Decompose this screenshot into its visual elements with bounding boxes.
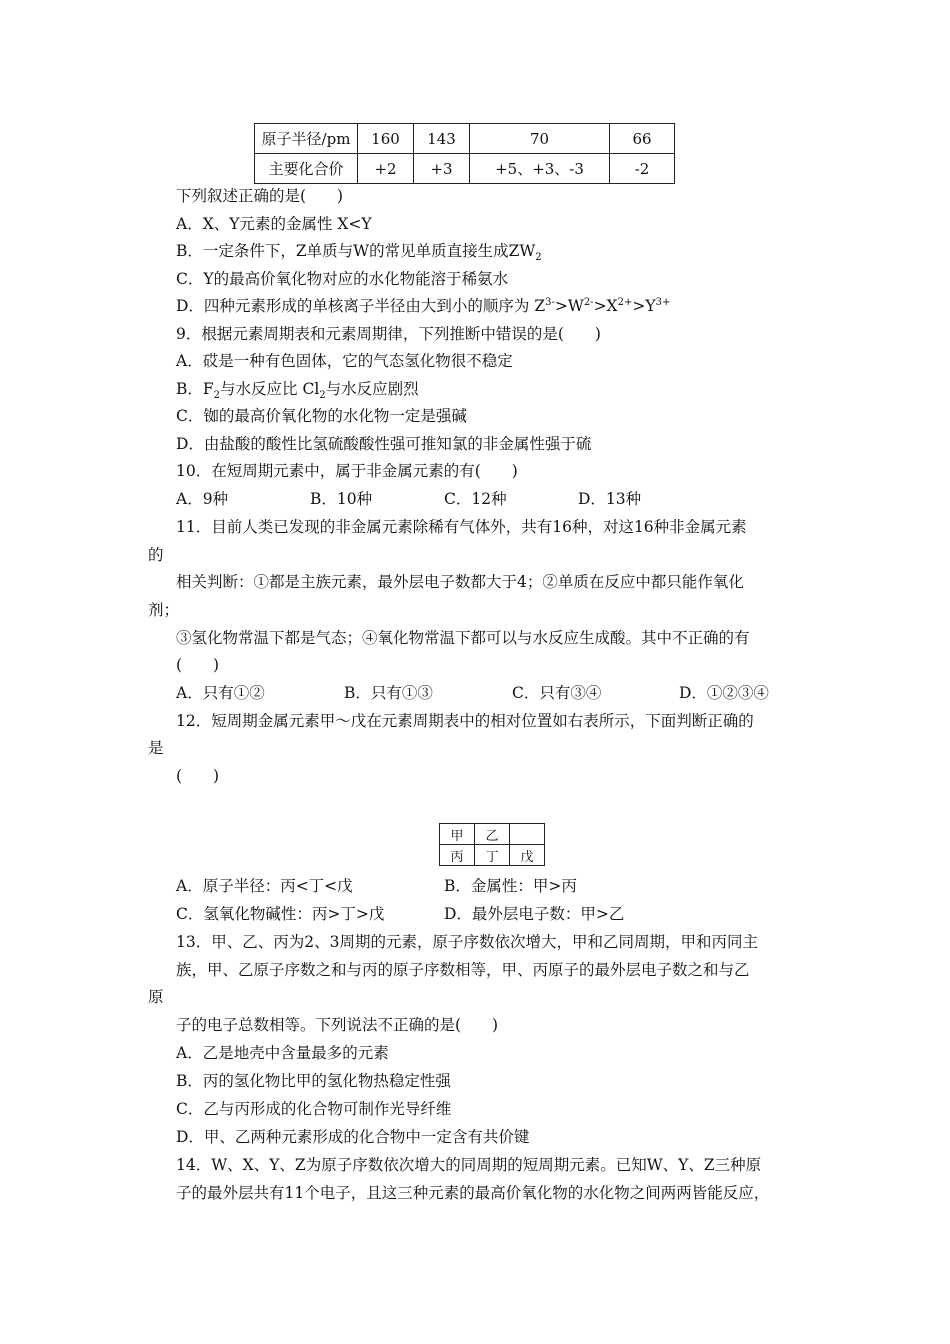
table-cell: 丙 — [440, 845, 475, 866]
q13-line-3: 原 — [148, 988, 164, 1006]
superscript: 3- — [545, 296, 555, 308]
table-row — [255, 154, 675, 184]
q8-stem: 下列叙述正确的是( ) — [176, 187, 344, 205]
table-cell: 70 — [470, 124, 610, 154]
q13-option-c: C．乙与丙形成的化合物可制作光导纤维 — [176, 1100, 452, 1118]
q13-line-2: 族，甲、乙原子序数之和与丙的原子序数相等，甲、丙原子的最外层电子数之和与乙 — [176, 961, 750, 979]
subscript: 2 — [535, 252, 542, 264]
text: 与水反应剧烈 — [325, 380, 419, 398]
text: >Y — [632, 297, 656, 315]
q11-option-c: C．只有③④ — [512, 684, 602, 702]
table-cell: 160 — [358, 124, 414, 154]
text: >W — [554, 297, 584, 315]
q10-stem: 10．在短周期元素中，属于非金属元素的有( ) — [176, 462, 518, 480]
q12-option-a: A．原子半径：丙<丁<戊 — [176, 877, 353, 895]
q11-line-6: ( ) — [176, 656, 220, 674]
superscript: 2+ — [617, 296, 633, 308]
q13-option-d: D．甲、乙两种元素形成的化合物中一定含有共价键 — [176, 1128, 530, 1146]
row-label: 主要化合价 — [255, 154, 358, 184]
q13-line-1: 13．甲、乙、丙为2、3周期的元素，原子序数依次增大，甲和乙同周期，甲和丙同主 — [176, 933, 758, 951]
q8-option-b — [176, 241, 542, 264]
table-row — [255, 124, 675, 154]
row-label: 原子半径/pm — [255, 124, 358, 154]
q9-option-d: D．由盐酸的酸性比氢硫酸酸性强可推知氯的非金属性强于硫 — [176, 435, 592, 453]
table-cell: 戊 — [510, 845, 545, 866]
table-cell: +3 — [414, 154, 470, 184]
q13-option-a: A．乙是地壳中含量最多的元素 — [176, 1044, 389, 1062]
q12-option-d: D．最外层电子数：甲>乙 — [444, 905, 625, 923]
table-cell: 143 — [414, 124, 470, 154]
q12-line-1: 12．短周期金属元素甲～戊在元素周期表中的相对位置如右表所示，下面判断正确的 — [176, 712, 754, 730]
q8-option-a: A．X、Y元素的金属性 X<Y — [176, 215, 372, 233]
table-cell: 乙 — [475, 824, 510, 845]
q11-line-2: 的 — [148, 546, 164, 564]
text: 与水反应比 Cl — [220, 380, 320, 398]
q10-option-c: C．12种 — [444, 490, 507, 508]
q10-option-b: B．10种 — [310, 490, 373, 508]
table-cell: 丁 — [475, 845, 510, 866]
q9-option-b — [176, 379, 419, 402]
subscript: 2 — [213, 390, 221, 402]
q11-line-4: 剂； — [148, 601, 180, 619]
q8-option-c: C．Y的最高价氧化物对应的水化物能溶于稀氨水 — [176, 270, 509, 288]
table-row — [440, 824, 545, 845]
table-cell: 66 — [610, 124, 675, 154]
superscript: 2- — [583, 296, 594, 308]
q13-option-b: B．丙的氢化物比甲的氢化物热稳定性强 — [176, 1072, 451, 1090]
q9-option-c: C．铷的最高价氧化物的水化物一定是强碱 — [176, 407, 467, 425]
q13-line-4: 子的电子总数相等。下列说法不正确的是( ) — [176, 1016, 499, 1034]
q9-stem: 9．根据元素周期表和元素周期律，下列推断中错误的是( ) — [176, 325, 601, 343]
table-cell: 甲 — [440, 824, 475, 845]
q12-option-c: C．氢氧化物碱性：丙>丁>戊 — [176, 905, 385, 923]
q12-option-b: B．金属性：甲>丙 — [444, 877, 577, 895]
table-cell: -2 — [610, 154, 675, 184]
q11-line-3: 相关判断：①都是主族元素，最外层电子数都大于4；②单质在反应中都只能作氧化 — [176, 573, 744, 591]
periodic-position-table — [439, 823, 545, 866]
q10-option-d: D．13种 — [578, 490, 642, 508]
table-cell: +2 — [358, 154, 414, 184]
table-row — [440, 845, 545, 866]
q10-option-a: A．9种 — [176, 490, 229, 508]
q11-line-5: ③氢化物常温下都是气态；④氧化物常温下都可以与水反应生成酸。其中不正确的有 — [176, 629, 750, 647]
text: B．一定条件下，Z单质与W的常见单质直接生成ZW — [176, 242, 536, 260]
q11-option-d: D．①②③④ — [679, 684, 769, 702]
q11-option-a: A．只有①② — [176, 684, 265, 702]
superscript: 3+ — [655, 296, 671, 308]
q9-option-a: A．砹是一种有色固体，它的气态氢化物很不稳定 — [176, 352, 513, 370]
q12-line-2: 是 — [148, 739, 164, 757]
q12-line-3: ( ) — [176, 767, 220, 785]
q11-option-b: B．只有①③ — [344, 684, 433, 702]
text: D．四种元素形成的单核离子半径由大到小的顺序为 Z — [176, 297, 546, 315]
q11-line-1: 11．目前人类已发现的非金属元素除稀有气体外，共有16种，对这16种非金属元素 — [176, 518, 747, 536]
table-cell — [510, 824, 545, 845]
text: B．F — [176, 380, 214, 398]
q8-option-d — [176, 296, 670, 316]
q14-line-2: 子的最外层共有11个电子，且这三种元素的最高价氧化物的水化物之间两两皆能反应， — [176, 1184, 770, 1202]
element-data-table — [254, 123, 675, 184]
table-cell: +5、+3、-3 — [470, 154, 610, 184]
text: >X — [593, 297, 618, 315]
q14-line-1: 14．W、X、Y、Z为原子序数依次增大的同周期的短周期元素。已知W、Y、Z三种原 — [176, 1156, 762, 1174]
subscript: 2 — [319, 390, 326, 402]
